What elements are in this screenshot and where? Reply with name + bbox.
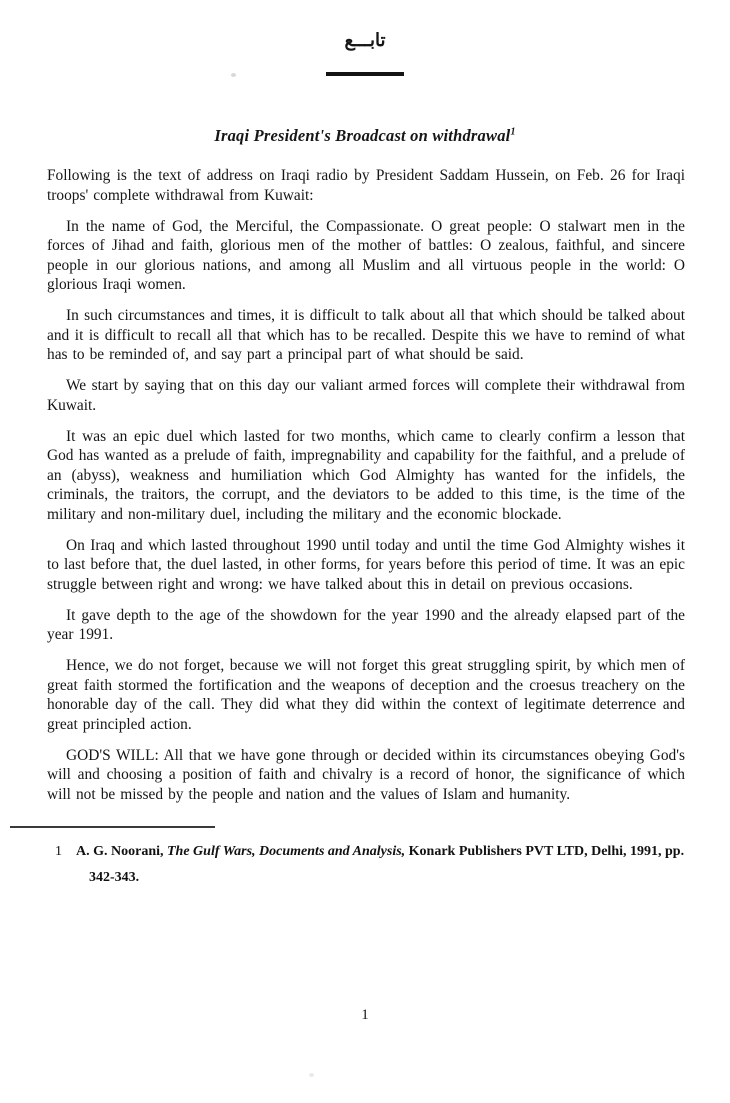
- scan-artifact-dot: [231, 73, 236, 77]
- document-title-text: Iraqi President's Broadcast on withdrawal: [214, 126, 511, 145]
- page-number: 1: [361, 1007, 369, 1023]
- paragraph-epic-duel: It was an epic duel which lasted for two months, which came to clearly confirm a lesson that God has wanted as a prelude of faith, impregnability and capability for the faithful, and a prelude of an (abyss), weakness and humiliation which God Almighty has wanted for the infidels, the criminals, the traitors, the corrupt, and the deviators to be added to this time, is the time of the military and non-military duel, including the military and the economic blockade.: [47, 427, 685, 523]
- paragraph-intro: Following is the text of address on Iraqi radio by President Saddam Hussein, on Feb. 26 for Iraqi troops' complete withdrawal from Kuwait:: [47, 167, 685, 204]
- continuation-mark-arabic: تابـــع: [344, 30, 386, 50]
- scan-artifact-dot: [309, 1073, 314, 1077]
- paragraph-circumstances: In such circumstances and times, it is difficult to talk about all that which should be talked about and it is difficult to recall all that which has to be recalled. Despite this we have to remind of what has to be reminded of, and say part a principal part of what should be said.: [47, 307, 685, 363]
- paragraph-invocation: In the name of God, the Merciful, the Compassionate. O great people: O stalwart men in the forces of Jihad and faith, glorious men of the mother of battles: O zealous, faithful, and sincere people in our glorious nations, and among all Muslim and all virtuous people in the world: O glorious Iraqi women.: [47, 217, 685, 293]
- paragraph-hence: Hence, we do not forget, because we will not forget this great struggling spirit, by which men of great faith stormed the fortification and the weapons of deception and the croesus treachery on the honorable day of the call. They did what they did within the context of legitimate deterrence and great principled action.: [47, 657, 685, 733]
- footnote-work-title: The Gulf Wars, Documents and Analysis,: [167, 844, 406, 859]
- paragraph-showdown: It gave depth to the age of the showdown for the year 1990 and the already elapsed part of the year 1991.: [47, 606, 685, 643]
- footnote-author: A. G. Noorani,: [76, 844, 167, 859]
- document-body: [47, 166, 685, 804]
- document-title: [47, 126, 683, 146]
- footnote-separator: [10, 826, 215, 828]
- paragraph-gods-will: GOD'S WILL: All that we have gone through or decided within its circumstances obeying God's will and choosing a position of faith and chivalry is a record of honor, the significance of which will not be missed by the people and nation and the values of Islam and humanity.: [47, 746, 685, 803]
- footnote: [55, 839, 690, 891]
- footnote-number: 1: [55, 844, 62, 859]
- paragraph-withdrawal-statement: We start by saying that on this day our valiant armed forces will complete their withdrawal from Kuwait.: [47, 377, 685, 414]
- continuation-rule: [326, 72, 404, 76]
- footnote-reference: 1: [510, 126, 516, 138]
- paragraph-on-iraq: On Iraq and which lasted throughout 1990 until today and until the time God Almighty wishes it to last before that, the duel lasted, in other forms, for years before this period of time. It was an epic struggle between right and wrong: we have talked about this in detail on previous occasions.: [47, 536, 685, 593]
- footnote-publisher: Konark Publishers PVT LTD, Delhi, 1991, pp. 342-343.: [89, 844, 685, 885]
